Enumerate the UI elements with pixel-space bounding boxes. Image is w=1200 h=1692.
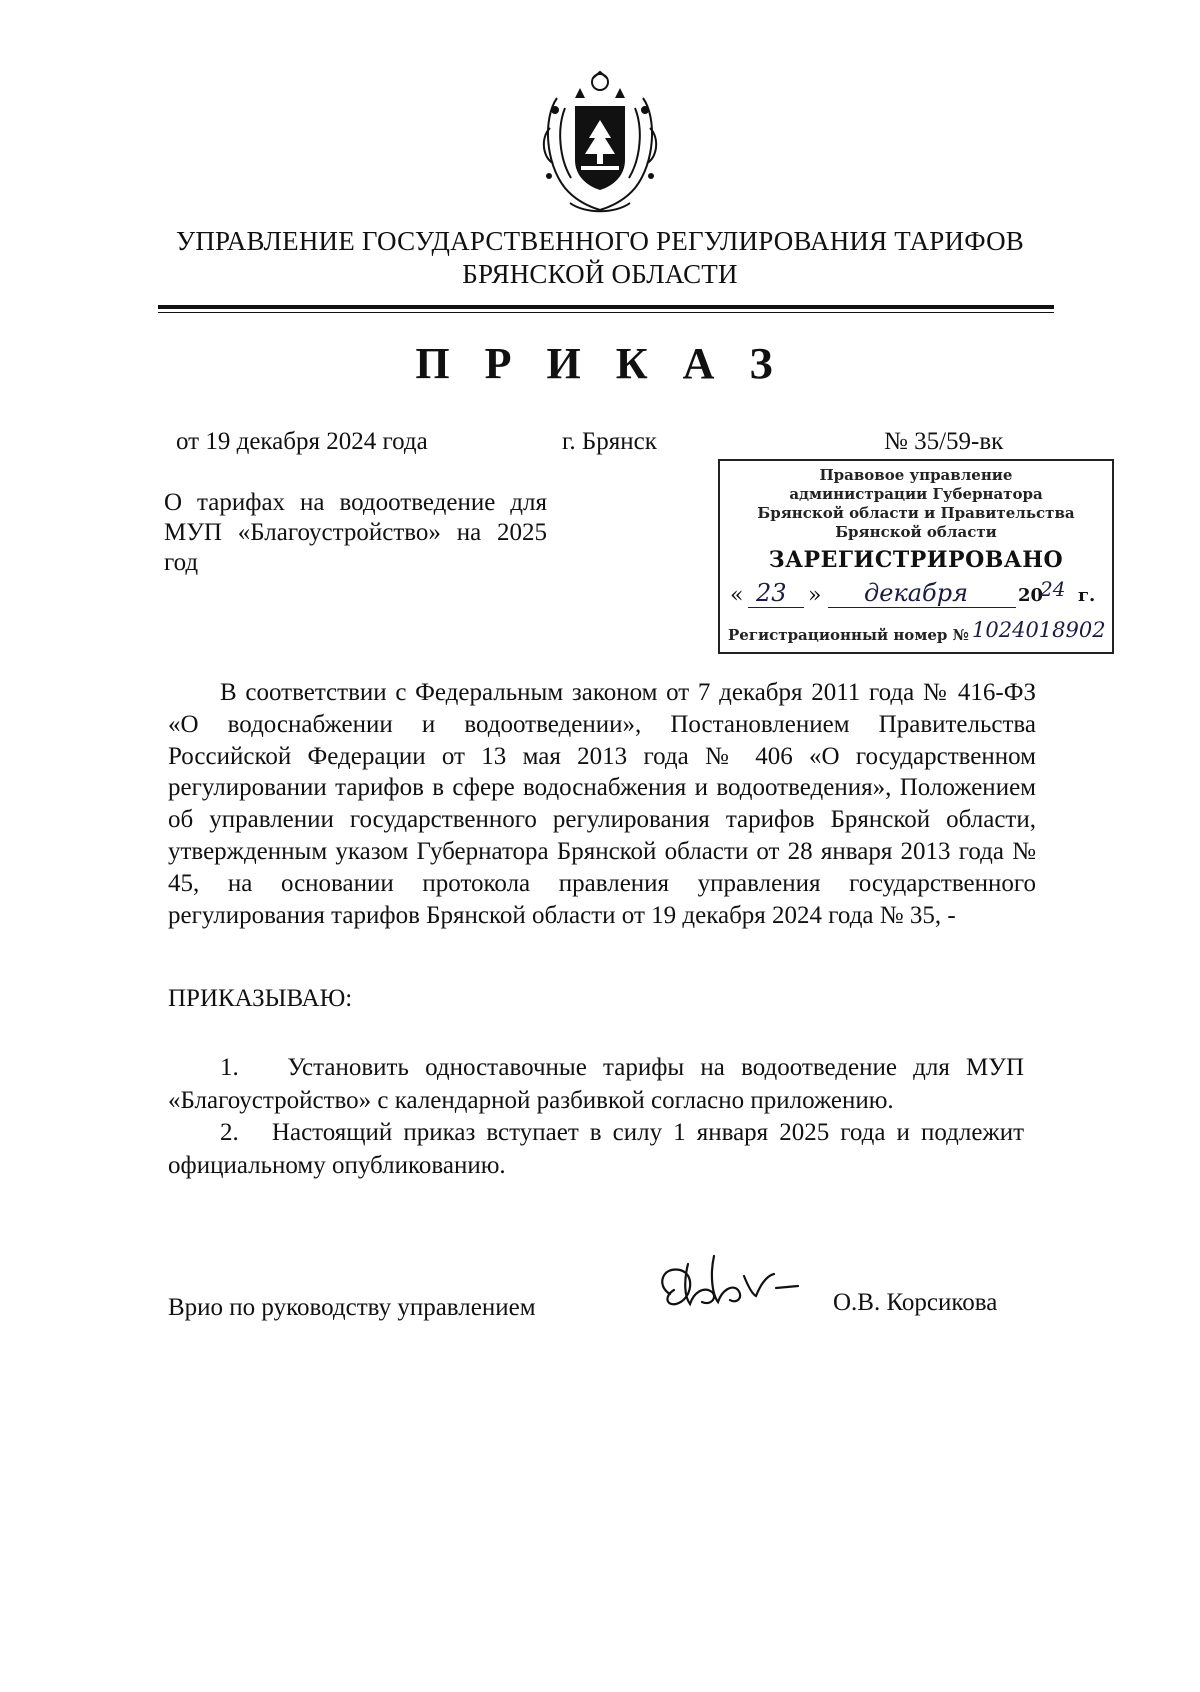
stamp-line-1: Правовое управление — [819, 466, 1013, 484]
order-item-2-num: 2. — [220, 1119, 239, 1146]
coat-of-arms-icon — [535, 68, 665, 216]
document-date: от 19 декабря 2024 года — [176, 428, 428, 455]
org-name-line1: УПРАВЛЕНИЕ ГОСУДАРСТВЕННОГО РЕГУЛИРОВАНИЯ ТАРИФОВ — [176, 226, 1024, 256]
stamp-day: 23 — [756, 579, 787, 607]
stamp-date-row: « 23 » декабря 20 24 г. — [730, 577, 1096, 608]
stamp-reg-number: 1024018902 — [972, 618, 1106, 642]
stamp-line-4: Брянской области — [835, 523, 997, 541]
stamp-line-2: администрации Губернатора — [789, 485, 1043, 503]
stamp-year-prefix: 20 — [1018, 585, 1044, 606]
document-title: П Р И К А З — [415, 339, 785, 388]
header-rule-thin — [158, 312, 1054, 313]
order-item-2 — [168, 1117, 1024, 1182]
document-number: № 35/59-вк — [884, 428, 1004, 455]
preamble-paragraph — [168, 677, 1036, 931]
handwritten-signature — [648, 1246, 808, 1326]
org-name-line2: БРЯНСКОЙ ОБЛАСТИ — [462, 259, 738, 289]
order-item-2-body — [168, 1117, 1024, 1182]
document-subject: О тарифах на водоотведение для МУП «Благоустройство» на 2025 год — [164, 489, 547, 576]
stamp-year-suffix: 24 — [1040, 577, 1066, 601]
order-item-1-num: 1. — [220, 1054, 239, 1081]
order-item-2-text: Настоящий приказ вступает в силу 1 января 2025 года и подлежит официальному опубликованию. — [168, 1119, 1025, 1179]
stamp-line-3: Брянской области и Правительства — [757, 504, 1075, 522]
order-item-1-text: Установить одноставочные тарифы на водоотведение для МУП «Благоустройство» с календарной разбивкой согласно приложению. — [168, 1054, 1024, 1114]
order-item-1 — [168, 1052, 1024, 1117]
preamble-text: В соответствии с Федеральным законом от 7 декабря 2011 года № 416-ФЗ «О водоснабжении и водоотведении», Постановлением Правительства Российской Федерации от 13 мая 2013 года № 406 «О государственном регулировании тарифов в сфере водоснабжения и водоотведения», Положением об управлении государственного регулирования тарифов Брянской области, утвержденным указом Губернатора Брянской области от 28 января 2013 года № 45, на основании протокола правления управления государственного регулирования тарифов Брянской области от 19 декабря 2024 года № 35, - — [168, 679, 1036, 929]
stamp-reg-row — [728, 618, 1108, 647]
stamp-reg-label: Регистрационный номер № — [728, 626, 969, 644]
stamp-month: декабря — [864, 579, 968, 607]
order-item-1-body — [168, 1052, 1024, 1117]
signatory-name: О.В. Корсикова — [833, 1289, 998, 1316]
stamp-status: ЗАРЕГИСТРИРОВАНО — [768, 547, 1064, 573]
header-rule-thick — [158, 305, 1054, 309]
registration-stamp — [718, 459, 1114, 654]
order-word: ПРИКАЗЫВАЮ: — [168, 985, 353, 1012]
stamp-year-unit: г. — [1078, 585, 1096, 606]
document-city: г. Брянск — [562, 428, 657, 455]
signatory-role: Врио по руководству управлением — [168, 1294, 536, 1321]
